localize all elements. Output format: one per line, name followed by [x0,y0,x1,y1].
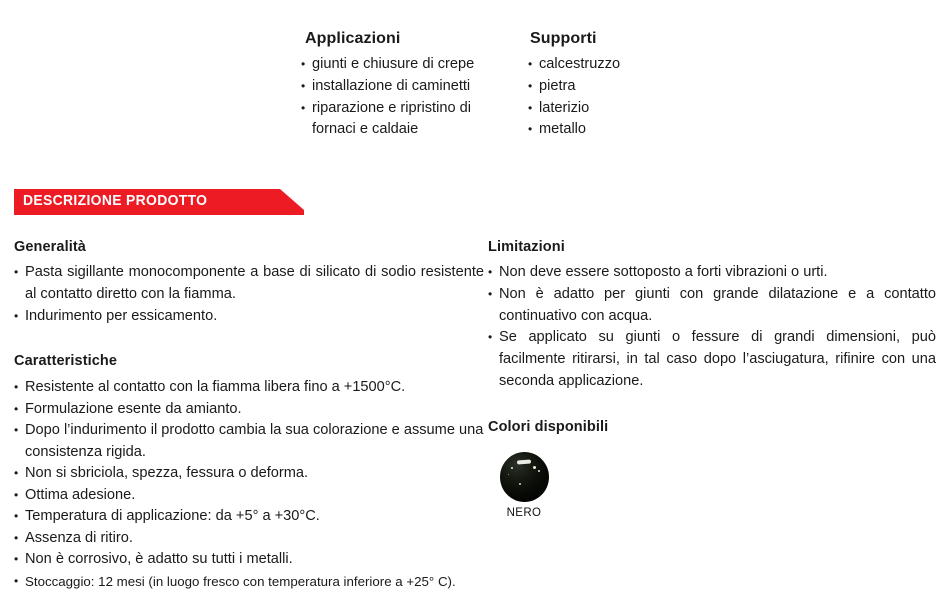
list-item: • Non si sbriciola, spezza, fessura o deforma. [14,463,484,485]
list-item: • Non deve essere sottoposto a forti vibrazioni o urti. [488,262,936,284]
colori-disponibili-heading: Colori disponibili [488,418,609,435]
highlight-icon [508,474,510,476]
applicazioni-column [301,30,516,141]
list-item: • Indurimento per essicamento. [14,306,484,328]
list-item: • calcestruzzo [528,54,708,76]
list-item: • Non è corrosivo, è adatto su tutti i metalli. [14,549,484,571]
list-item: • Non è adatto per giunti con grande dilatazione e a contatto continuativo con acqua. [488,284,936,328]
top-features-section [0,0,945,165]
list-item: • pietra [528,76,708,98]
list-item: • Ottima adesione. [14,485,484,507]
list-item: • Temperatura di applicazione: da +5° a +30°C. [14,506,484,528]
limitazioni-list [488,262,936,393]
caratteristiche-section [14,353,484,592]
list-item: • Dopo l’indurimento il prodotto cambia la sua colorazione e assume una consistenza rigida. [14,420,484,463]
highlight-icon [519,483,521,485]
highlight-icon [538,470,540,472]
caratteristiche-list [14,377,484,592]
list-item: • metallo [528,119,708,141]
list-item: • giunti e chiusure di crepe [301,54,516,76]
color-swatch-nero [496,452,552,519]
highlight-icon [533,466,536,469]
supporti-list [528,54,708,141]
highlight-icon [511,467,514,470]
supporti-heading: Supporti [530,30,597,47]
applicazioni-list [301,54,516,141]
color-swatch-label: NERO [506,506,542,519]
list-item: • installazione di caminetti [301,76,516,98]
supporti-column [528,30,708,141]
left-content-column [14,239,484,592]
colori-disponibili-section [488,419,936,519]
list-item: • riparazione e ripristino di fornaci e caldaie [301,98,516,142]
generalita-section [14,239,484,327]
limitazioni-section [488,239,936,393]
list-item: • Assenza di ritiro. [14,528,484,550]
highlight-icon [516,459,530,463]
generalita-list [14,262,484,327]
list-item: • Pasta sigillante monocomponente a base di silicato di sodio resistente al contatto diretto con la fiamma. [14,262,484,306]
caratteristiche-heading: Caratteristiche [14,353,118,370]
section-banner-label: DESCRIZIONE PRODOTTO [23,193,208,209]
list-item: • Se applicato su giunti o fessure di grandi dimensioni, può facilmente ritirarsi, in tal caso dopo l’asciugatura, rifinire con una seconda applicazione. [488,327,936,392]
list-item: • Resistente al contatto con la fiamma libera fino a +1500°C. [14,377,484,399]
list-item: • laterizio [528,98,708,120]
applicazioni-heading: Applicazioni [305,30,401,47]
generalita-heading: Generalità [14,239,86,255]
limitazioni-heading: Limitazioni [488,239,565,255]
list-item: • Formulazione esente da amianto. [14,399,484,421]
list-item: • Stoccaggio: 12 mesi (in luogo fresco con temperatura inferiore a +25° C). [14,571,484,593]
section-banner [14,189,304,215]
right-content-column [488,239,936,519]
color-swatch-circle-icon [500,452,549,502]
